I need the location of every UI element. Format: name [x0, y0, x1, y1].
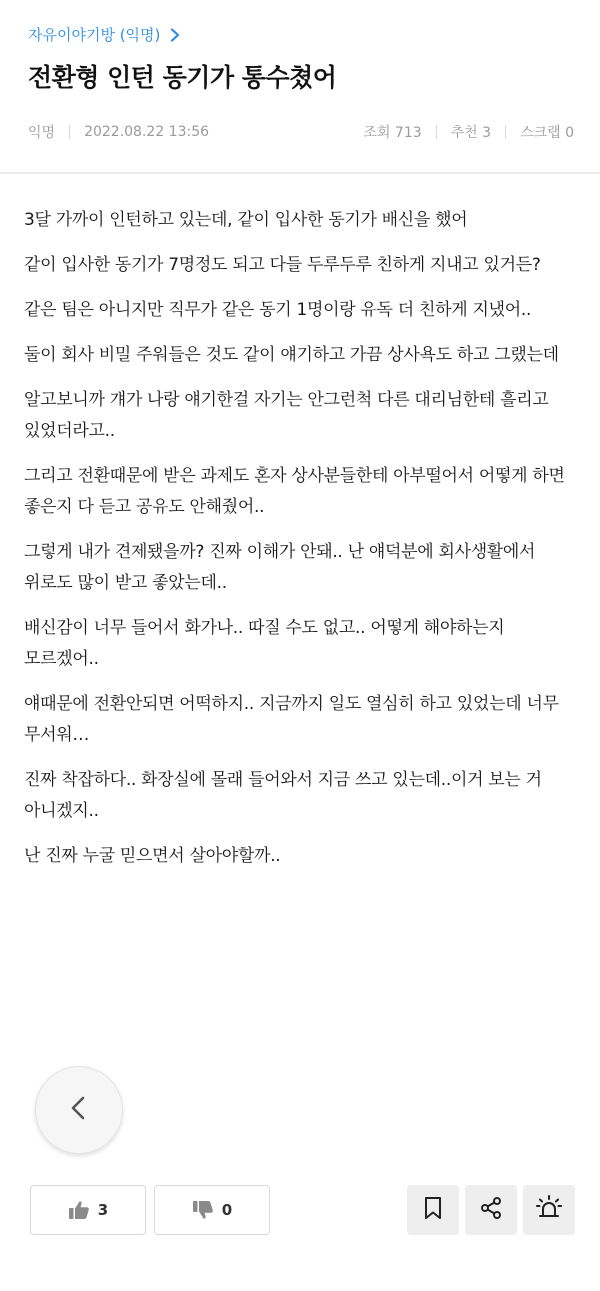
body-paragraph: 난 진짜 누굴 믿으면서 살아야할까.. — [24, 846, 281, 866]
meta-divider — [505, 125, 506, 139]
board-link[interactable] — [28, 24, 182, 45]
chevron-left-icon — [65, 1094, 93, 1126]
share-icon — [479, 1196, 503, 1224]
body-paragraph: 얘때문에 전환안되면 어떡하지.. 지금까지 일도 열심히 하고 있었는데 너무 무서워… — [24, 694, 559, 745]
body-paragraph: 그렇게 내가 견제됐을까? 진짜 이해가 안돼.. 난 얘덕분에 회사생활에서 위로도 많이 받고 좋았는데.. — [24, 542, 536, 593]
body-paragraph: 진짜 착잡하다.. 화장실에 몰래 들어와서 지금 쓰고 있는데..이거 보는 거 아니겠지.. — [24, 770, 542, 821]
board-name[interactable]: 자유이야기방 (익명) — [28, 26, 161, 44]
thumbs-down-icon — [192, 1200, 214, 1220]
post-stats — [363, 122, 574, 142]
report-button[interactable] — [523, 1185, 575, 1235]
post-datetime: 2022.08.22 13:56 — [84, 124, 210, 140]
chevron-right-icon — [168, 28, 182, 42]
body-paragraph: 같이 입사한 동기가 7명정도 되고 다들 두루두루 친하게 지내고 있거든? — [24, 255, 541, 275]
thumbs-up-icon — [68, 1200, 90, 1220]
meta-divider — [436, 125, 437, 139]
header-divider — [0, 172, 600, 174]
body-paragraph: 그리고 전환때문에 받은 과제도 혼자 상사분들한테 아부떨어서 어떻게 하면 좋은지 다 듣고 공유도 안해줬어.. — [24, 466, 565, 517]
post-meta — [28, 122, 574, 142]
body-paragraph: 3달 가까이 인턴하고 있는데, 같이 입사한 동기가 배신을 했어 — [24, 210, 468, 230]
body-paragraph: 둘이 회사 비밀 주워들은 것도 같이 얘기하고 가끔 상사욕도 하고 그랬는데 — [24, 345, 559, 365]
back-button[interactable] — [35, 1066, 123, 1154]
meta-divider — [69, 125, 70, 139]
author: 익명 — [28, 125, 56, 141]
dislike-count: 0 — [221, 1201, 233, 1219]
post-header — [0, 0, 600, 172]
siren-icon — [535, 1194, 563, 1226]
view-count: 조회 713 — [363, 125, 422, 141]
dislike-button[interactable] — [154, 1185, 270, 1235]
body-paragraph: 알고보니까 걔가 나랑 얘기한걸 자기는 안그런척 다른 대리님한테 흘리고 있었더라고.. — [24, 390, 549, 441]
share-button[interactable] — [465, 1185, 517, 1235]
recommend-count: 추천 3 — [450, 125, 492, 141]
post-body — [24, 205, 584, 886]
like-count: 3 — [97, 1201, 109, 1219]
bookmark-button[interactable] — [407, 1185, 459, 1235]
body-paragraph: 배신감이 너무 들어서 화가나.. 따질 수도 없고.. 어떻게 해야하는지 모르겠어.. — [24, 618, 505, 669]
bookmark-icon — [423, 1196, 443, 1224]
post-title: 전환형 인턴 동기가 통수쳤어 — [28, 63, 337, 92]
like-button[interactable] — [30, 1185, 146, 1235]
body-paragraph: 같은 팀은 아니지만 직무가 같은 동기 1명이랑 유독 더 친하게 지냈어.. — [24, 300, 532, 320]
scrap-count: 스크랩 0 — [520, 125, 574, 141]
